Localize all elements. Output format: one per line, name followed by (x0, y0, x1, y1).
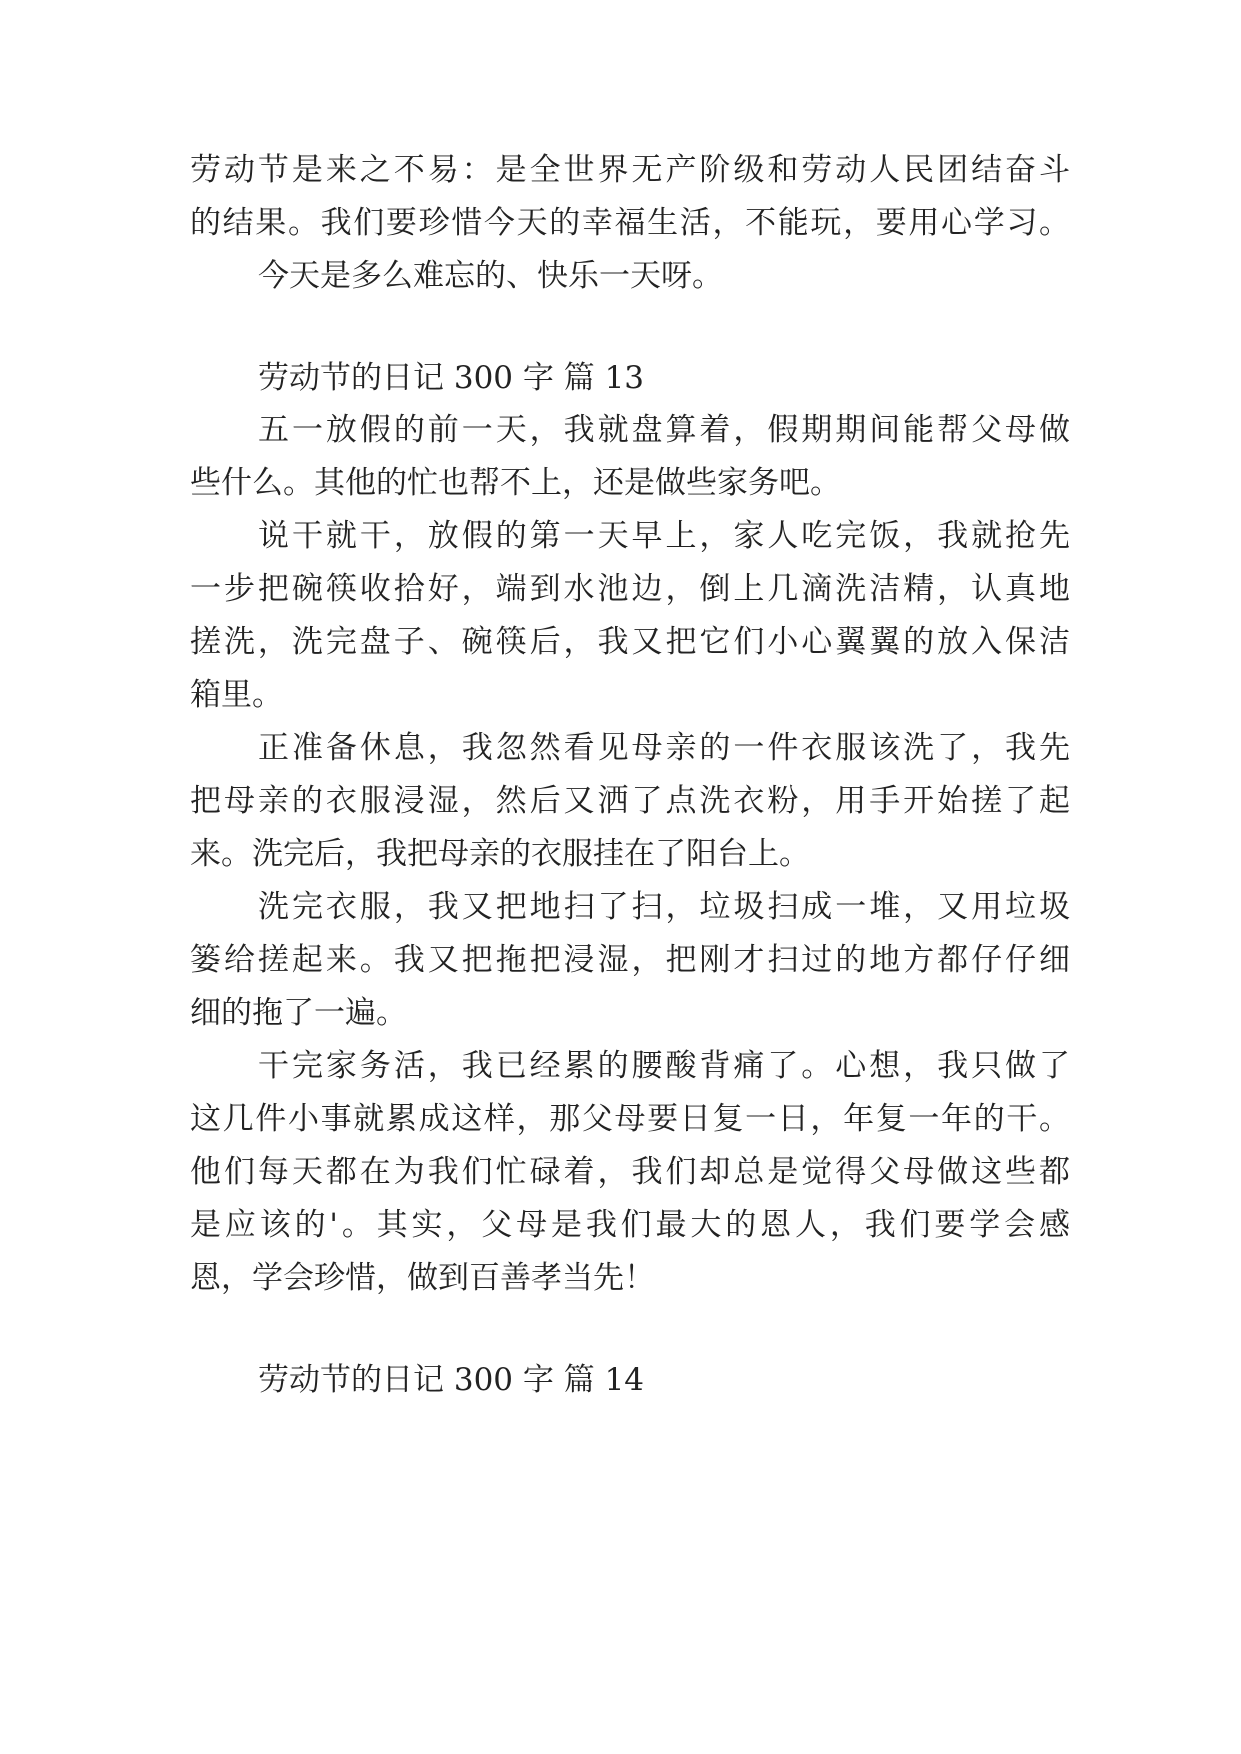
text-line: 劳动节是来之不易：是全世界无产阶级和劳动人民团结奋斗 (190, 152, 1070, 188)
section-heading-14: 劳动节的日记 300 字 篇 14 (258, 1362, 645, 1398)
text-line: 他们每天都在为我们忙碌着，我们却总是觉得父母做这些都 (190, 1154, 1070, 1190)
text-line: 些什么。其他的忙也帮不上，还是做些家务吧。 (190, 465, 841, 501)
text-line: 洗完衣服，我又把地扫了扫，垃圾扫成一堆，又用垃圾 (258, 889, 1070, 925)
text-line: 今天是多么难忘的、快乐一天呀。 (258, 258, 723, 294)
text-line: 恩，学会珍惜，做到百善孝当先！ (190, 1260, 655, 1296)
text-line: 来。洗完后，我把母亲的衣服挂在了阳台上。 (190, 836, 810, 872)
section-heading-13: 劳动节的日记 300 字 篇 13 (258, 360, 645, 396)
text-line: 箱里。 (190, 677, 283, 713)
text-line: 把母亲的衣服浸湿，然后又洒了点洗衣粉，用手开始搓了起 (190, 783, 1070, 819)
text-line: 一步把碗筷收拾好，端到水池边，倒上几滴洗洁精，认真地 (190, 571, 1070, 607)
text-line: 篓给搓起来。我又把拖把浸湿，把刚才扫过的地方都仔仔细 (190, 942, 1070, 978)
text-line: 五一放假的前一天，我就盘算着，假期期间能帮父母做 (258, 412, 1070, 448)
text-line: 这几件小事就累成这样，那父母要日复一日，年复一年的干。 (190, 1101, 1070, 1137)
text-line: 细的拖了一遍。 (190, 995, 407, 1031)
text-line: 干完家务活，我已经累的腰酸背痛了。心想，我只做了 (258, 1048, 1070, 1084)
text-line: 是应该的'。其实，父母是我们最大的恩人，我们要学会感 (190, 1207, 1070, 1243)
text-line: 正准备休息，我忽然看见母亲的一件衣服该洗了，我先 (258, 730, 1070, 766)
text-line: 的结果。我们要珍惜今天的幸福生活，不能玩，要用心学习。 (190, 205, 1070, 241)
text-line: 搓洗，洗完盘子、碗筷后，我又把它们小心翼翼的放入保洁 (190, 624, 1070, 660)
text-line: 说干就干，放假的第一天早上，家人吃完饭，我就抢先 (258, 518, 1070, 554)
